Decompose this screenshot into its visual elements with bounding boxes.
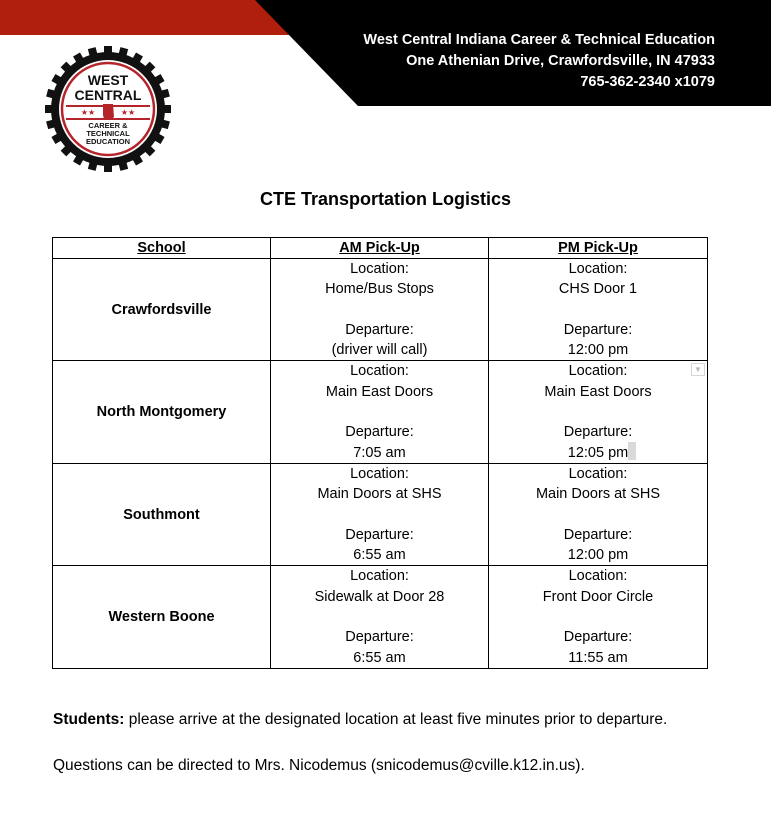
departure-value: 12:05 pm [567, 444, 629, 461]
location-label: Location: [568, 261, 628, 277]
departure-label: Departure: [563, 526, 633, 543]
school-name: North Montgomery [53, 361, 271, 463]
dropdown-arrow-icon[interactable]: ▼ [691, 363, 705, 376]
header-contact [363, 30, 715, 93]
departure-value: 6:55 am [353, 547, 406, 564]
org-address: One Athenian Drive, Crawfordsville, IN 47933 [406, 53, 715, 69]
page-title: CTE Transportation Logistics [259, 189, 512, 209]
location-value: Main East Doors [544, 383, 652, 400]
cell-spacer [271, 505, 488, 525]
location-label: Location: [568, 363, 628, 380]
location-label: Location: [350, 465, 409, 482]
departure-value: 7:05 am [353, 444, 406, 461]
table-row [53, 463, 708, 565]
table-header-row [53, 238, 708, 259]
logo-line3: CAREER & [88, 121, 128, 130]
cell-spacer [489, 300, 707, 320]
cell-spacer [271, 607, 488, 627]
location-label: Location: [350, 568, 409, 585]
logo-line5: EDUCATION [85, 137, 131, 146]
departure-label: Departure: [563, 321, 633, 338]
cell-spacer [489, 607, 707, 627]
header-am-pickup: AM Pick-Up [271, 238, 489, 259]
pm-pickup-cell [489, 463, 708, 565]
questions-note: Questions can be directed to Mrs. Nicodemus (snicodemus@cville.k12.in.us). [53, 757, 585, 774]
cell-spacer [271, 300, 488, 320]
transportation-table [52, 237, 708, 669]
departure-value: 11:55 am [568, 649, 628, 666]
indiana-state-icon [103, 104, 114, 120]
departure-value: 6:55 am [353, 649, 406, 666]
location-value: Sidewalk at Door 28 [314, 588, 445, 605]
table-row [53, 566, 708, 668]
location-value: Front Door Circle [542, 588, 654, 605]
departure-label: Departure: [345, 526, 414, 543]
logo-line4: TECHNICAL [86, 129, 130, 138]
departure-label: Departure: [345, 321, 414, 338]
cell-spacer [489, 505, 707, 525]
logo-line2: CENTRAL [74, 87, 142, 103]
students-label: Students: [53, 711, 125, 728]
header-school: School [53, 238, 271, 259]
school-name: Southmont [53, 463, 271, 565]
departure-value: 12:00 pm [567, 547, 629, 564]
departure-label: Departure: [563, 424, 633, 441]
am-pickup-cell [271, 259, 489, 361]
logo-star-left: ★★ [80, 108, 96, 117]
table-row [53, 259, 708, 361]
pm-pickup-cell [489, 259, 708, 361]
location-label: Location: [350, 261, 409, 277]
school-name: Western Boone [53, 566, 271, 668]
students-note [53, 711, 667, 729]
logo-line1: WEST [87, 72, 129, 88]
departure-label: Departure: [563, 629, 633, 646]
location-value: CHS Door 1 [558, 281, 638, 298]
departure-label: Departure: [345, 629, 414, 646]
logo-star-right: ★★ [120, 108, 136, 117]
cell-spacer [489, 402, 707, 422]
am-pickup-cell [271, 566, 489, 668]
school-logo [44, 45, 172, 173]
org-phone: 765-362-2340 x1079 [580, 74, 715, 90]
am-pickup-cell [271, 463, 489, 565]
location-label: Location: [350, 363, 409, 380]
location-value: Main East Doors [325, 383, 434, 400]
text-cursor-highlight [628, 442, 636, 460]
location-value: Home/Bus Stops [325, 281, 434, 298]
location-label: Location: [568, 465, 628, 482]
departure-value: (driver will call) [331, 342, 428, 359]
table-row [53, 361, 708, 463]
students-text: please arrive at the designated location at least five minutes prior to departure. [124, 711, 668, 728]
org-name: West Central Indiana Career & Technical Education [363, 32, 715, 48]
school-name: Crawfordsville [53, 259, 271, 361]
departure-label: Departure: [345, 424, 414, 441]
location-value: Main Doors at SHS [535, 486, 661, 503]
pm-pickup-cell [489, 361, 708, 463]
am-pickup-cell [271, 361, 489, 463]
header-pm-pickup: PM Pick-Up [489, 238, 708, 259]
pm-pickup-cell [489, 566, 708, 668]
location-label: Location: [568, 568, 628, 585]
departure-value: 12:00 pm [567, 342, 629, 359]
cell-spacer [271, 402, 488, 422]
location-value: Main Doors at SHS [317, 486, 442, 503]
